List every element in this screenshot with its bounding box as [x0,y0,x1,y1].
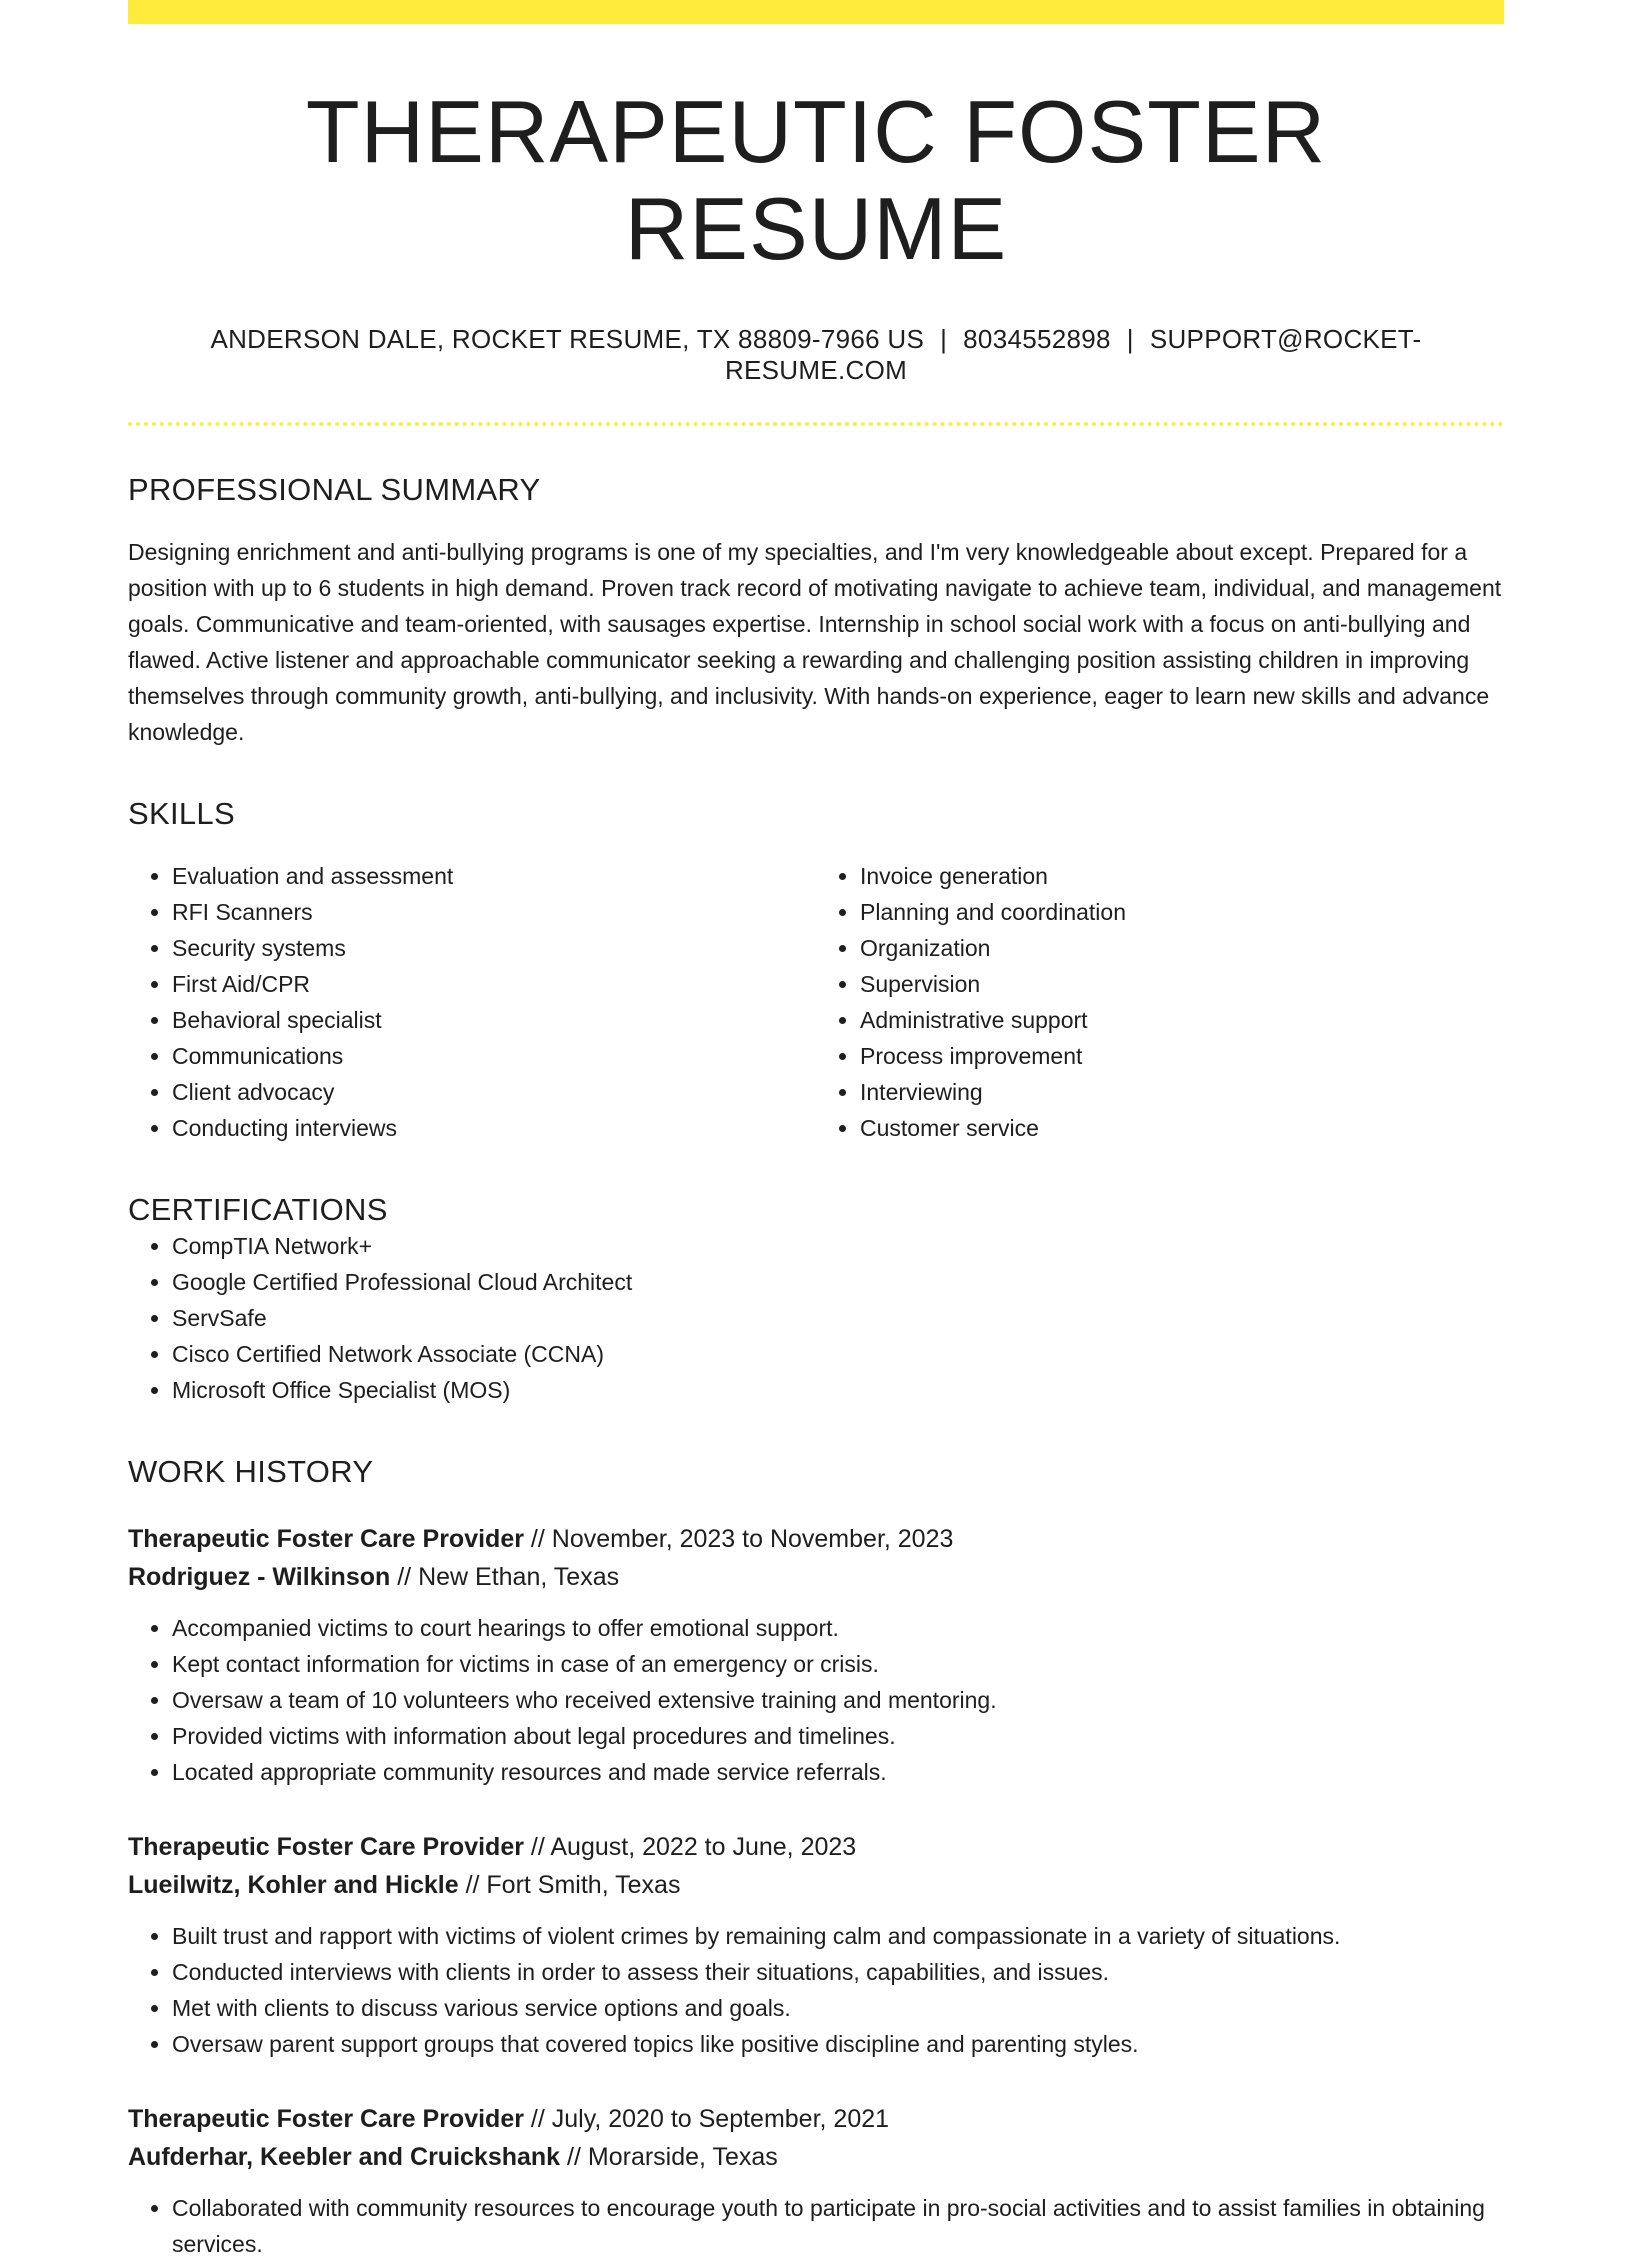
skill-item: • Communications [172,1038,816,1074]
summary-heading: PROFESSIONAL SUMMARY [128,471,541,507]
job-duties [128,1610,1504,1790]
duty-item: • Located appropriate community resources and made service referrals. [172,1754,1504,1790]
job-company-line [128,2138,1504,2176]
skill-item: • Organization [860,930,1504,966]
skill-item: • Customer service [860,1110,1504,1146]
job-location: // New Ethan, Texas [397,1562,620,1591]
duty-item: • Conducted interviews with clients in order to assess their situations, capabilities, and issues. [172,1954,1504,1990]
skills-list-left [128,858,816,1146]
accent-bar [128,0,1504,24]
resume-content [128,0,1504,2262]
work-history-heading: WORK HISTORY [128,1453,374,1489]
job-company-line [128,1558,1504,1596]
job-company: Rodriguez - Wilkinson [128,1562,391,1591]
skills-grid [128,858,1504,1146]
certification-item: • Microsoft Office Specialist (MOS) [172,1372,1504,1408]
skill-item: • Behavioral specialist [172,1002,816,1038]
job-dates: // November, 2023 to November, 2023 [530,1524,954,1553]
skills-heading: SKILLS [128,795,235,831]
job-title: Therapeutic Foster Care Provider [128,2104,524,2133]
contact-separator: | [940,323,948,354]
job-duties [128,1918,1504,2062]
job-location: // Fort Smith, Texas [465,1870,681,1899]
job-company: Lueilwitz, Kohler and Hickle [128,1870,459,1899]
job-title-line [128,2100,1504,2138]
job-title: Therapeutic Foster Care Provider [128,1832,524,1861]
skill-item: • Client advocacy [172,1074,816,1110]
job-dates: // August, 2022 to June, 2023 [530,1832,857,1861]
job-title: Therapeutic Foster Care Provider [128,1524,524,1553]
resume-title: THERAPEUTIC FOSTER RESUME [305,82,1327,278]
certifications-heading: CERTIFICATIONS [128,1191,388,1227]
job-duties [128,2190,1504,2262]
skill-item: • RFI Scanners [172,894,816,930]
job-dates: // July, 2020 to September, 2021 [530,2104,890,2133]
job-company: Aufderhar, Keebler and Cruickshank [128,2142,561,2171]
skill-item: • Planning and coordination [860,894,1504,930]
certification-item: • Cisco Certified Network Associate (CCNA) [172,1336,1504,1372]
skill-item: • Invoice generation [860,858,1504,894]
contact-address: ANDERSON DALE, ROCKET RESUME, TX 88809-7966 US [210,323,925,354]
duty-item: • Provided victims with information about legal procedures and timelines. [172,1718,1504,1754]
skill-item: • Interviewing [860,1074,1504,1110]
contact-email: SUPPORT@ROCKET-RESUME.COM [724,323,1422,385]
job-title-line [128,1520,1504,1558]
contact-separator: | [1126,323,1134,354]
duty-item: • Met with clients to discuss various service options and goals. [172,1990,1504,2026]
duty-item: • Built trust and rapport with victims of violent crimes by remaining calm and compassionate in a variety of situations. [172,1918,1504,1954]
skill-item: • Conducting interviews [172,1110,816,1146]
skill-item: • Supervision [860,966,1504,1002]
skill-item: • Process improvement [860,1038,1504,1074]
job-location: // Morarside, Texas [567,2142,778,2171]
skill-item: • Security systems [172,930,816,966]
duty-item: • Accompanied victims to court hearings to offer emotional support. [172,1610,1504,1646]
skill-item: • First Aid/CPR [172,966,816,1002]
certification-item: • ServSafe [172,1300,1504,1336]
certifications-list [128,1228,1504,1408]
contact-phone: 8034552898 [963,323,1111,354]
skill-item: • Evaluation and assessment [172,858,816,894]
job-entry [128,1520,1504,1790]
certification-item: • Google Certified Professional Cloud Architect [172,1264,1504,1300]
job-company-line [128,1866,1504,1904]
certification-item: • CompTIA Network+ [172,1228,1504,1264]
contact-line [128,324,1504,386]
duty-item: • Oversaw parent support groups that covered topics like positive discipline and parenting styles. [172,2026,1504,2062]
duty-item: • Oversaw a team of 10 volunteers who received extensive training and mentoring. [172,1682,1504,1718]
duty-item: • Collaborated with community resources to encourage youth to participate in pro-social activities and to assist families in obtaining services. [172,2190,1504,2262]
skills-list-right [816,858,1504,1146]
job-title-line [128,1828,1504,1866]
dotted-divider [128,422,1504,426]
duty-item: • Kept contact information for victims in case of an emergency or crisis. [172,1646,1504,1682]
skill-item: • Administrative support [860,1002,1504,1038]
job-entry [128,1828,1504,2062]
job-entry [128,2100,1504,2262]
summary-text: Designing enrichment and anti-bullying programs is one of my specialties, and I'm very knowledgeable about except. Prepared for a position with up to 6 students in high demand. Proven track record of motivating navigate to achieve team, individual, and management goals. Communicative and team-oriented, with sausages expertise. Internship in school social work with a focus on anti-bullying and flawed. Active listener and approachable communicator seeking a rewarding and challenging position assisting children in improving themselves through community growth, anti-bullying, and inclusivity. With hands-on experience, eager to learn new skills and advance knowledge. [128,538,1502,745]
